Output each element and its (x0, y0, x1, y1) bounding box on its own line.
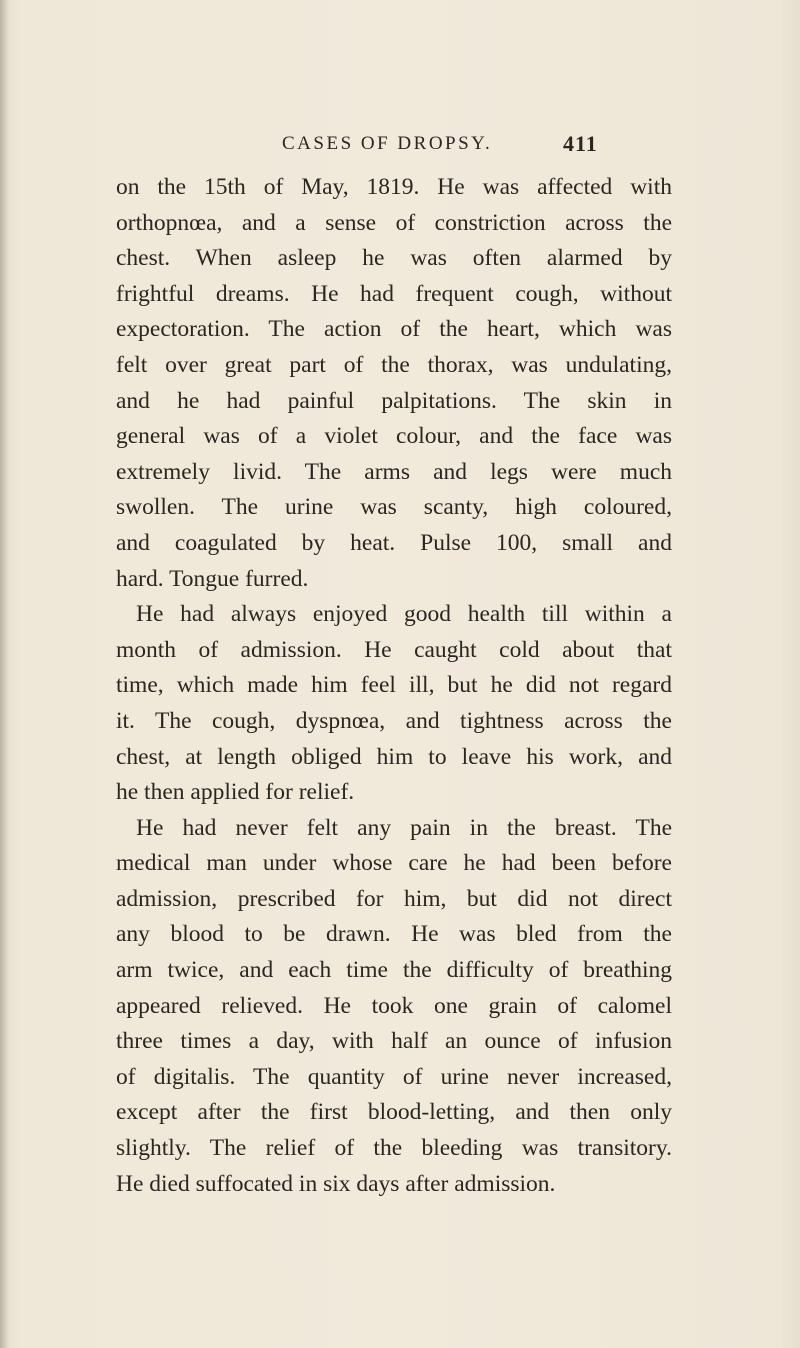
paragraph-first-line: He had never felt any pain in the breast. The (136, 814, 672, 841)
text-line: on the 15th of May, 1819. He was affected with (116, 174, 672, 200)
text-line: chest. When asleep he was often alarmed by (116, 245, 672, 272)
text-line: orthopnœa, and a sense of constriction across the (116, 209, 672, 236)
text-line: appeared relieved. He took one grain of calomel (116, 992, 672, 1019)
text-line: admission, prescribed for him, but did not direct (116, 885, 672, 912)
text-line: general was of a violet colour, and the face was (116, 423, 672, 450)
text-line: arm twice, and each time the difficulty of breathing (116, 957, 672, 984)
running-head (0, 133, 800, 159)
text-line: time, which made him feel ill, but he did not regard (116, 672, 672, 699)
running-head-title: CASES OF DROPSY. (282, 133, 493, 154)
text-line: expectoration. The action of the heart, which was (116, 316, 672, 343)
page-number: 411 (563, 131, 598, 156)
text-line: any blood to be drawn. He was bled from the (116, 921, 672, 948)
text-line: medical man under whose care he had been before (116, 850, 672, 877)
text-line: frightful dreams. He had frequent cough, without (116, 280, 672, 307)
text-line: swollen. The urine was scanty, high coloured, (116, 494, 672, 521)
text-line: and coagulated by heat. Pulse 100, small and (116, 529, 672, 556)
text-line: month of admission. He caught cold about that (116, 636, 672, 663)
text-line: chest, at length obliged him to leave his work, and (116, 743, 672, 770)
body-text (116, 170, 672, 1202)
text-line: it. The cough, dyspnœa, and tightness across the (116, 707, 672, 734)
paragraph-first-line: He had always enjoyed good health till within a (136, 601, 672, 628)
paragraph-last-line: hard. Tongue furred. (116, 565, 309, 592)
page-binding-edge (0, 0, 8, 1348)
paragraph-last-line: He died suffocated in six days after admission. (116, 1170, 556, 1197)
text-line: felt over great part of the thorax, was undulating, (116, 351, 672, 378)
text-line: except after the first blood-letting, and then only (116, 1099, 672, 1126)
text-line: three times a day, with half an ounce of infusion (116, 1028, 672, 1055)
text-line: and he had painful palpitations. The skin in (116, 387, 672, 414)
paragraph-last-line: he then applied for relief. (116, 779, 355, 806)
text-line: extremely livid. The arms and legs were much (116, 458, 672, 485)
text-line: of digitalis. The quantity of urine never increased, (116, 1063, 672, 1090)
text-line: slightly. The relief of the bleeding was transitory. (116, 1135, 672, 1162)
